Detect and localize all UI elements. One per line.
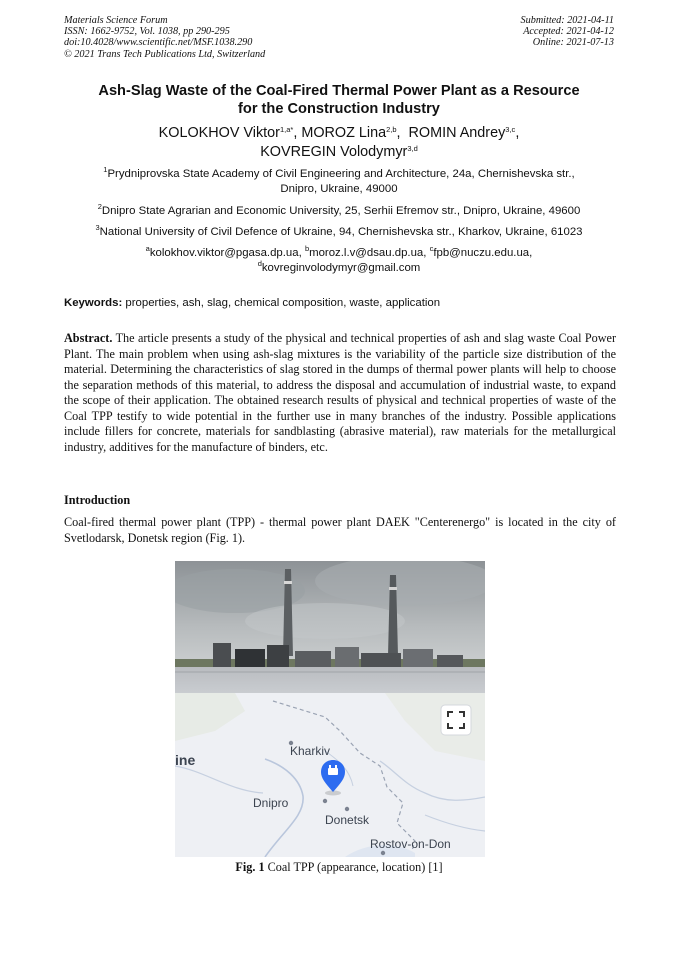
affiliation-1: $^1$Prydniprovska State Academy of Civil Engineering and Architecture, 24a, Chernishevska str., Dnipro, Ukraine, 49000: [103, 165, 575, 195]
email-link[interactable]: moroz.l.v@dsau.dp.ua: [309, 247, 424, 259]
keywords-label: Keywords:: [64, 297, 123, 309]
issn-line: ISSN: 1662-9752, Vol. 1038, pp 290-295: [64, 26, 230, 38]
author-name: KOVREGIN Volodymyr: [260, 144, 408, 160]
introduction-paragraph: Coal-fired thermal power plant (TPP) - thermal power plant DAEK "Centerenergo" is located in the city of Svetlodarsk, Donetsk region (Fig. 1).: [64, 515, 616, 545]
paper-title: [40, 82, 638, 118]
donetsk-dot: [345, 807, 349, 811]
figure-caption: [40, 860, 638, 875]
journal-header-right: [521, 15, 614, 49]
map-label-dnipro: Dnipro: [253, 796, 289, 810]
figure-caption-text: Coal TPP (appearance, location) [1]: [267, 860, 443, 874]
author-list: KOLOKHOV Viktor$^{1,a*}$, MOROZ Lina$^{2,b}$, ROMIN Andrey$^{3,c}$, KOVREGIN Volodymyr$^{3,d}$: [158, 125, 520, 160]
author-name: MOROZ Lina: [301, 125, 387, 141]
map-label-fragment: ine: [175, 752, 196, 768]
author-sup: 2,b: [386, 125, 397, 134]
author-sup: 1,a*: [279, 125, 294, 134]
author-name: ROMIN Andrey: [408, 125, 506, 141]
email-link[interactable]: kolokhov.viktor@pgasa.dp.ua: [149, 247, 299, 259]
figure-1: [175, 561, 485, 857]
author-sup: 3,d: [407, 144, 418, 153]
map-label-donetsk: Donetsk: [325, 813, 370, 827]
email-list: $^a$kolokhov.viktor@pgasa.dp.ua, $^b$moroz.l.v@dsau.dp.ua, $^c$fpb@nuczu.edu.ua, $^d$kovreginvolodymyr@gmail.com: [145, 244, 533, 274]
journal-header-left: [64, 15, 265, 60]
title-line-1: Ash-Slag Waste of the Coal-Fired Thermal Power Plant as a Resource: [98, 83, 580, 99]
keywords-text: properties, ash, slag, chemical composition, waste, application: [125, 297, 441, 309]
keywords: [64, 296, 616, 311]
online-date: Online: 2021-07-13: [532, 37, 614, 49]
figure-caption-label: Fig. 1: [235, 860, 265, 874]
email-link[interactable]: kovreginvolodymyr@gmail.com: [261, 262, 421, 274]
author-name: KOLOKHOV Viktor: [158, 125, 280, 141]
doi-line: doi:10.4028/www.scientific.net/MSF.1038.290: [64, 37, 253, 49]
map-fullscreen-button[interactable]: [441, 705, 471, 735]
email-link[interactable]: fpb@nuczu.edu.ua: [433, 247, 530, 259]
submitted-date: Submitted: 2021-04-11: [520, 15, 614, 26]
copyright-line: © 2021 Trans Tech Publications Ltd, Switzerland: [64, 48, 266, 60]
dnipro-dot: [323, 799, 327, 803]
introduction-heading: Introduction: [64, 493, 131, 507]
abstract-label: Abstract.: [64, 331, 113, 345]
title-line-2: for the Construction Industry: [238, 101, 440, 117]
rostov-dot: [381, 851, 385, 855]
affiliation-3: $^3$National University of Civil Defence of Ukraine, 94, Chernishevska str., Kharkov, Ukraine, 61023: [95, 223, 583, 238]
map-label-rostov: Rostov-on-Don: [370, 837, 451, 851]
author-sup: 3,c: [505, 125, 516, 134]
abstract: [64, 331, 616, 455]
power-plant-photo: [175, 561, 485, 693]
accepted-date: Accepted: 2021-04-12: [523, 26, 614, 38]
journal-name: Materials Science Forum: [64, 15, 168, 26]
abstract-text: The article presents a study of the physical and technical properties of ash and slag waste Coal Power Plant. The main problem when using ash-slag mixtures is the variability of the particle size distribution of the material. Determining the characteristics of slag stored in the dumps of thermal power plants will help to choose the separation methods of this material, to address the disposal and accumulation of industrial waste, to expand the scope of their application. The obtained research results of physical and technical properties of waste of the Coal TPP testify to wide potential in the further use in many branches of the industry. Possible applications include fillers for concrete, materials for sandblasting (abrasive material), raw materials for the metallurgical industry, additives for the manufacture of binders, etc.: [64, 331, 617, 454]
location-map: [175, 693, 485, 857]
figure-image: [175, 561, 485, 857]
affiliation-2: $^2$Dnipro State Agrarian and Economic University, 25, Serhii Efremov str., Dnipro, Ukraine, 49600: [97, 202, 581, 217]
map-label-kharkiv: Kharkiv: [290, 744, 331, 758]
